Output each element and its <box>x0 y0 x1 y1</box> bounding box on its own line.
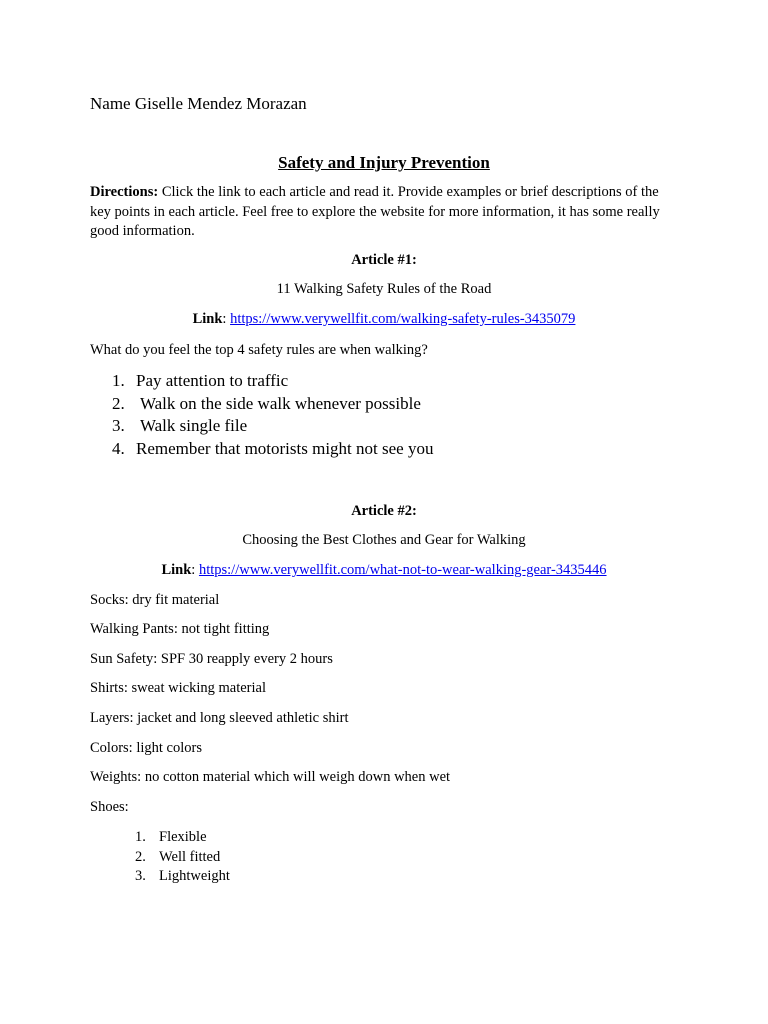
gear-item-shirts: Shirts: sweat wicking material <box>90 680 266 696</box>
article2-subtitle: Choosing the Best Clothes and Gear for Walking <box>242 532 526 548</box>
directions-label: Directions: <box>90 184 159 200</box>
name-value: Giselle Mendez Morazan <box>134 94 307 113</box>
name-label: Name <box>90 94 131 113</box>
list-item: 3. Lightweight <box>135 868 230 884</box>
shoes-list <box>135 828 230 887</box>
name-line <box>90 93 307 115</box>
gear-item-pants: Walking Pants: not tight fitting <box>90 621 270 637</box>
gear-item-layers: Layers: jacket and long sleeved athletic shirt <box>90 710 349 726</box>
safety-rules-list <box>112 370 433 460</box>
article1-question: What do you feel the top 4 safety rules are when walking? <box>90 342 428 358</box>
article1-heading: Article #1: <box>351 252 417 268</box>
article1-subtitle: 11 Walking Safety Rules of the Road <box>276 281 492 297</box>
gear-item-socks: Socks: dry fit material <box>90 592 220 608</box>
gear-item-sun-safety: Sun Safety: SPF 30 reapply every 2 hours <box>90 651 333 667</box>
gear-item-weights: Weights: no cotton material which will weigh down when wet <box>90 769 451 785</box>
article2-link-line: Link: https://www.verywellfit.com/what-not-to-wear-walking-gear-3435446 <box>161 562 607 578</box>
document-title: Safety and Injury Prevention <box>278 153 490 172</box>
article1-link-label: Link <box>192 311 223 327</box>
list-item: 2. Walk on the side walk whenever possible <box>112 393 421 413</box>
article2-link[interactable]: https://www.verywellfit.com/what-not-to-wear-walking-gear-3435446 <box>198 562 607 578</box>
directions-text: Click the link to each article and read it. Provide examples or brief descriptions of the key points in each article. Feel free to explore the website for more information, it has some really good information. <box>90 184 660 239</box>
gear-item-shoes: Shoes: <box>90 799 129 815</box>
list-item: 3. Walk single file <box>112 416 248 435</box>
directions-paragraph <box>90 183 680 242</box>
article2-heading: Article #2: <box>351 503 417 519</box>
list-item: 1. Pay attention to traffic <box>112 371 289 390</box>
article1-link-line: Link: https://www.verywellfit.com/walking-safety-rules-3435079 <box>192 311 576 327</box>
article2-link-label: Link <box>161 562 192 578</box>
article1-link[interactable]: https://www.verywellfit.com/walking-safety-rules-3435079 <box>230 311 576 327</box>
gear-item-colors: Colors: light colors <box>90 740 202 756</box>
list-item: 2. Well fitted <box>135 848 221 865</box>
list-item: 4. Remember that motorists might not see you <box>112 438 434 458</box>
list-item: 1. Flexible <box>135 829 207 845</box>
